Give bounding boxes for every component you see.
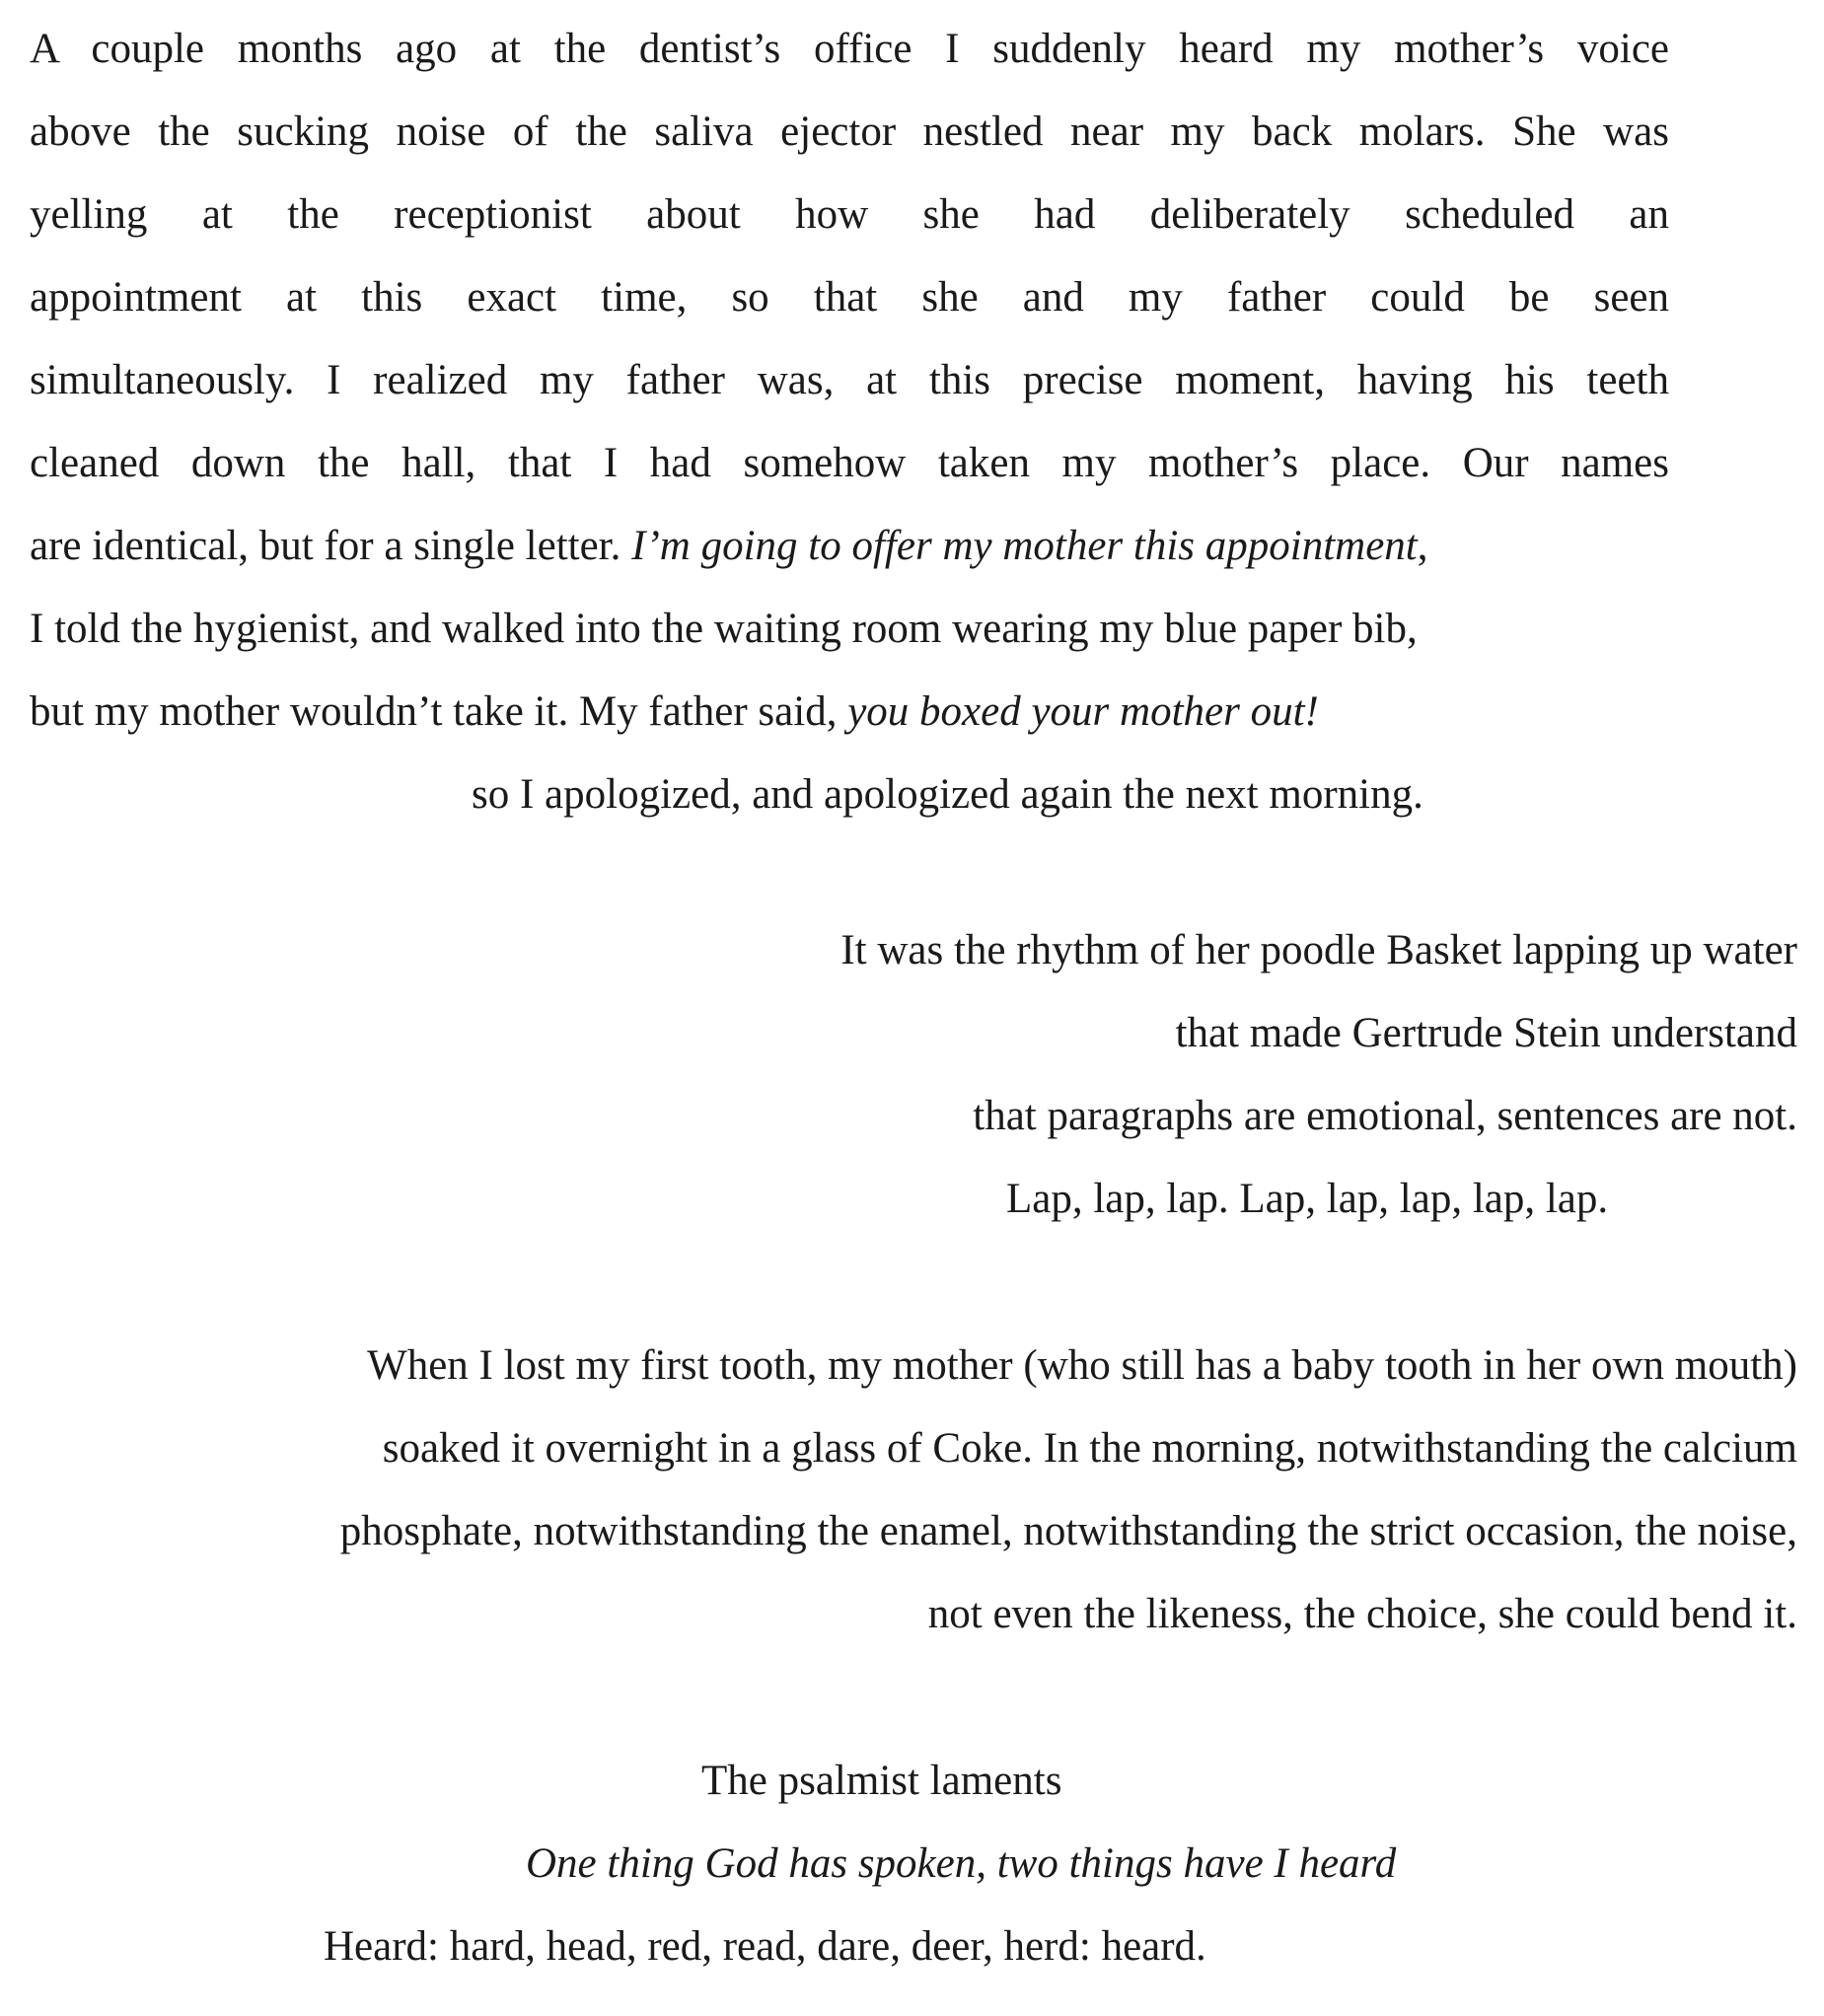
text-span: , — [1417, 523, 1428, 569]
text-line: soaked it overnight in a glass of Coke. In the morning, notwithstanding the calcium — [382, 1425, 1797, 1472]
text-line — [30, 684, 1319, 740]
text-line: A couple months ago at the dentist’s office I suddenly heard my mother’s voice — [30, 26, 1669, 72]
text-line: phosphate, notwithstanding the enamel, notwithstanding the strict occasion, the noise, — [339, 1508, 1797, 1554]
text-span: but my mother wouldn’t take it. My father said, — [30, 688, 848, 735]
italic-quote: I’m going to offer my mother this appointment — [631, 523, 1418, 569]
text-line: Heard: hard, head, red, read, dare, deer, herd: heard. — [324, 1923, 1206, 1970]
text-line: The psalmist laments — [701, 1758, 1062, 1804]
text-line — [30, 519, 1428, 574]
text-line: that paragraphs are emotional, sentences are not. — [973, 1093, 1797, 1139]
text-line: appointment at this exact time, so that she and my father could be seen — [30, 274, 1669, 321]
italic-quote: you boxed your mother out! — [847, 688, 1319, 735]
text-line: not even the likeness, the choice, she could bend it. — [927, 1591, 1797, 1637]
text-line: simultaneously. I realized my father was, at this precise moment, having his teeth — [30, 357, 1669, 403]
italic-quote: One thing God has spoken, two things have I heard — [526, 1840, 1397, 1887]
text-span: are identical, but for a single letter. — [30, 523, 632, 569]
text-line: that made Gertrude Stein understand — [1175, 1010, 1797, 1056]
text-line: When I lost my first tooth, my mother (who still has a baby tooth in her own mouth) — [367, 1342, 1797, 1389]
text-line: I told the hygienist, and walked into the waiting room wearing my blue paper bib, — [30, 606, 1418, 652]
text-line: above the sucking noise of the saliva ejector nestled near my back molars. She was — [30, 108, 1669, 155]
text-line: yelling at the receptionist about how she had deliberately scheduled an — [30, 191, 1669, 238]
text-line: Lap, lap, lap. Lap, lap, lap, lap, lap. — [1006, 1176, 1609, 1222]
text-line: so I apologized, and apologized again the next morning. — [472, 771, 1423, 818]
text-line: It was the rhythm of her poodle Basket lapping up water — [840, 927, 1797, 973]
text-line: cleaned down the hall, that I had somehow taken my mother’s place. Our names — [30, 440, 1669, 486]
